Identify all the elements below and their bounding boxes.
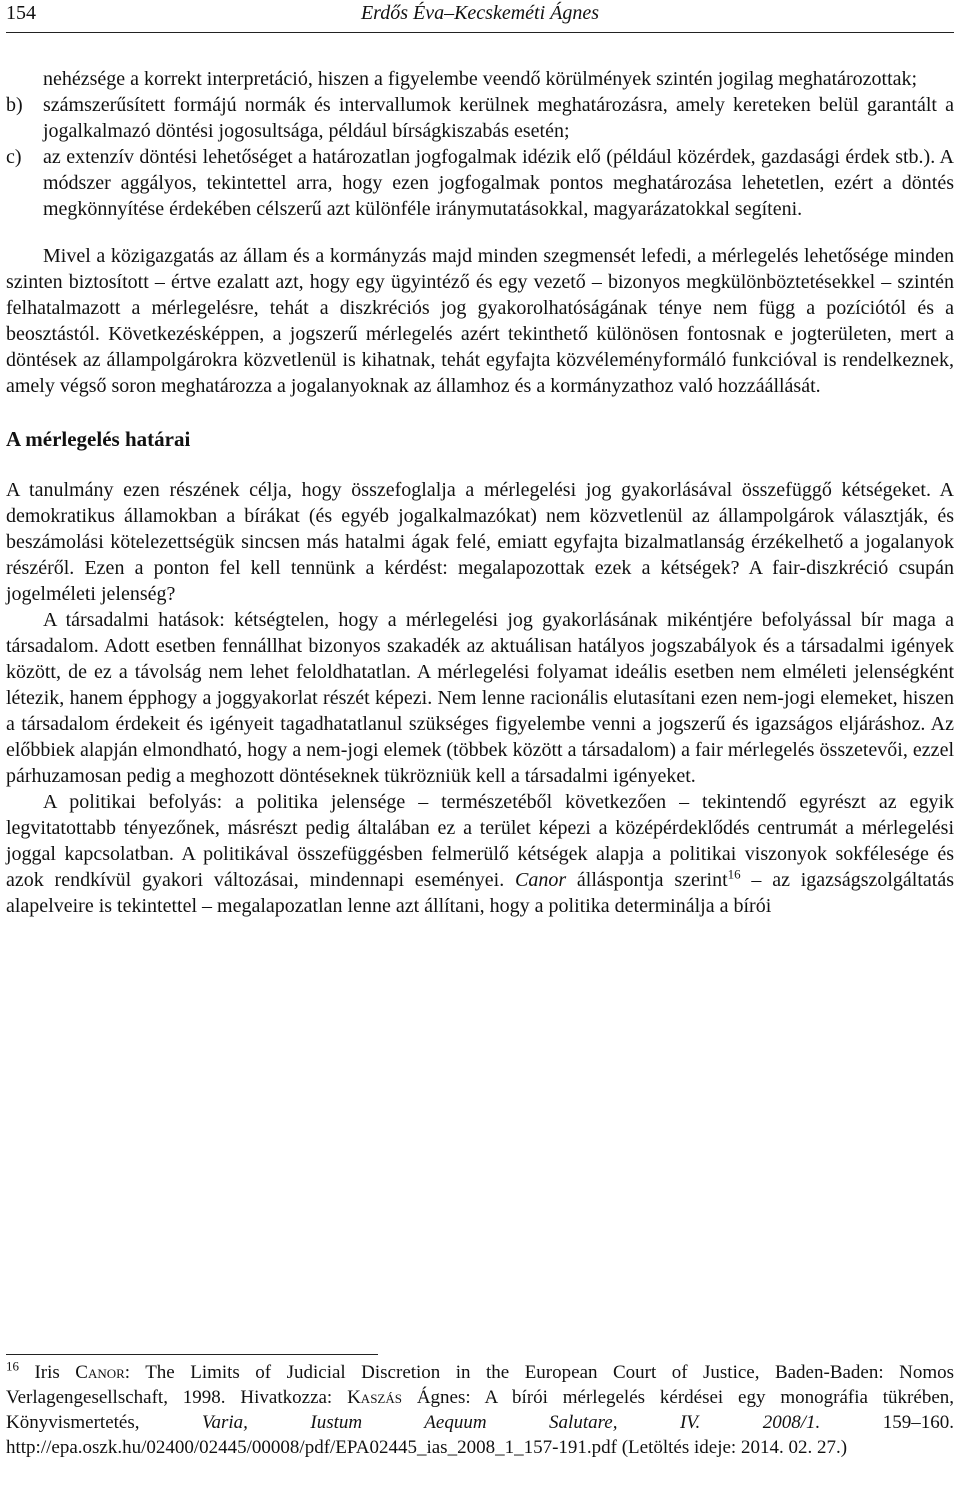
list-text: az extenzív döntési lehetőséget a határozatlan jogfogalmak idézik elő (például közérdek, gazdasági érdek stb.). A módszer aggályos, tekintettel arra, hogy ezen jogfogalmak pontos meghatározása lehetetlen, ezért a döntés megkönnyítése érdekében célszerű azt különféle iránymutatásokkal, magyarázatokkal segíteni. [43,146,954,220]
list-text: nehézsége a korrekt interpretáció, hiszen a figyelembe veendő körülmények szintén jogilag meghatározottak; [43,68,918,90]
footnote-reference[interactable]: 16 [727,866,741,882]
list-item-b [6,92,954,144]
page-number: 154 [6,2,36,24]
list-marker: c) [6,146,22,168]
author-name: Canor [514,869,567,891]
list-text: számszerűsített formájú normák és intervallumok kerülnek meghatározásra, amely kereteken belül garantált a jogalkalmazó döntési jogosultsága, például bírságkiszabás esetén; [43,94,954,142]
page-body [6,66,954,919]
body-paragraph: Mivel a közigazgatás az állam és a kormányzás majd minden szegmensét lefedi, a mérlegelés lehetősége minden szinten biztosított – értve ezalatt azt, hogy egy ügyintéző és egy vezető – bizonyos megkülönböztetésekkel – szintén felhatalmazott a mérlegelésre, tehát a diszkréciós jog gyakorolhatóságának ténye nem függ a pozíciótól és a beosztástól. Következésképpen, a jogszerű mérlegelés azért tekinthető különösen fontosnak e jogterületen, mert a döntések az állampolgárokra közvetlenül is kihatnak, tehát egyfajta közvéleményformáló funkcióval is rendelkeznek, amely végső soron meghatározza a jogalanyoknak az államhoz és a kormányzathoz való hozzáállását. [6,245,954,397]
list-item-c [6,144,954,222]
list-marker: b) [6,94,23,116]
section-heading: A mérlegelés határai [6,427,191,451]
running-head: Erdős Éva–Kecskeméti Ágnes [360,2,600,24]
header-rule [6,32,954,33]
body-paragraph: A politikai befolyás: a politika jelensége – természetéből következően – tekintendő egyrészt az egyik legvitatottabb tényezőnek, másrészt pedig általában ez a terület képezi a középérdeklődés centrumát a mérlegelési joggal kapcsolatban. A politikával összefüggésben felmerülő kétségek alapja a politikai viszonyok sokfélesége és azok rendkívül gyakori változásai, mindennapi eseményei. Canor álláspontja szerint$^{16}$ – az igazságszolgáltatás alapelveire is tekintettel – megalapozatlan lenne azt állítani, hogy a politika determinálja a bírói [6,791,954,917]
footnote-rule [6,1354,378,1355]
footnote-number: 16 [6,1358,19,1374]
body-paragraph: A társadalmi hatások: kétségtelen, hogy a mérlegelési jog gyakorlásának mikéntjére befolyással bír maga a társadalom. Adott esetben fennállhat bizonyos szakadék az aktuálisan hatályos jogszabályok és a társadalmi igények között, de ez a távolság nem lehet feloldhatatlan. A mérlegelési folyamat ideális esetben nem elméleti jelenségként létezik, hanem épphogy a joggyakorlat részét képezi. Nem lenne racionális elutasítani ezen nem-jogi elemeket, hiszen a társadalom érdekeit és igényeit tagadhatatlanul szükséges figyelembe venni a jogszerű és igazságos eljáráshoz. Az előbbiek alapján elmondható, hogy a nem-jogi elemek (többek között a társadalom) a fair mérlegelés összetevői, ezzel párhuzamosan pedig a meghozott döntéseknek tükrözniük kell a társadalmi igényeket. [6,609,954,787]
footnote: $^{16}$ Iris Canor: The Limits of Judicial Discretion in the European Court of Justice, Baden-Baden: Nomos Verlagengesellschaft, 1998. Hivatkozza: Kaszás Ágnes: A bírói mérlegelés kérdései egy monográfia tükrében, Könyvismertetés, Varia, Iustum Aequum Salutare, IV. 2008/1. 159–160. http://epa.oszk.hu/02400/02445/00008/pdf/EPA02445_ias_2008_1_157-191.pdf (Letöltés ideje: 2014. 02. 27.) [6,1358,954,1458]
list-item-b-continuation [6,66,954,92]
body-paragraph: A tanulmány ezen részének célja, hogy összefoglalja a mérlegelési jog gyakorlásával összefüggő kétségeket. A demokratikus államokban a bírákat (és egyéb jogalkalmazókat) nem közvetlenül az állampolgárok választják, és beszámolási kötelezettségük sincsen más hatalmi ágak felé, emiatt egyfajta bizalmatlanság érzékelhető a jogalanyok részéről. Ezen a ponton fel kell tennünk a kérdést: megalapozottak ezek a kétségek? A fair-diszkréció csupán jogelméleti jelenség? [6,479,954,605]
author-name: Canor [75,1362,125,1383]
page-header [6,2,954,30]
journal-title: Varia, Iustum Aequum Salutare, IV. 2008/1. [202,1412,821,1433]
author-name: Kaszás [347,1387,402,1408]
